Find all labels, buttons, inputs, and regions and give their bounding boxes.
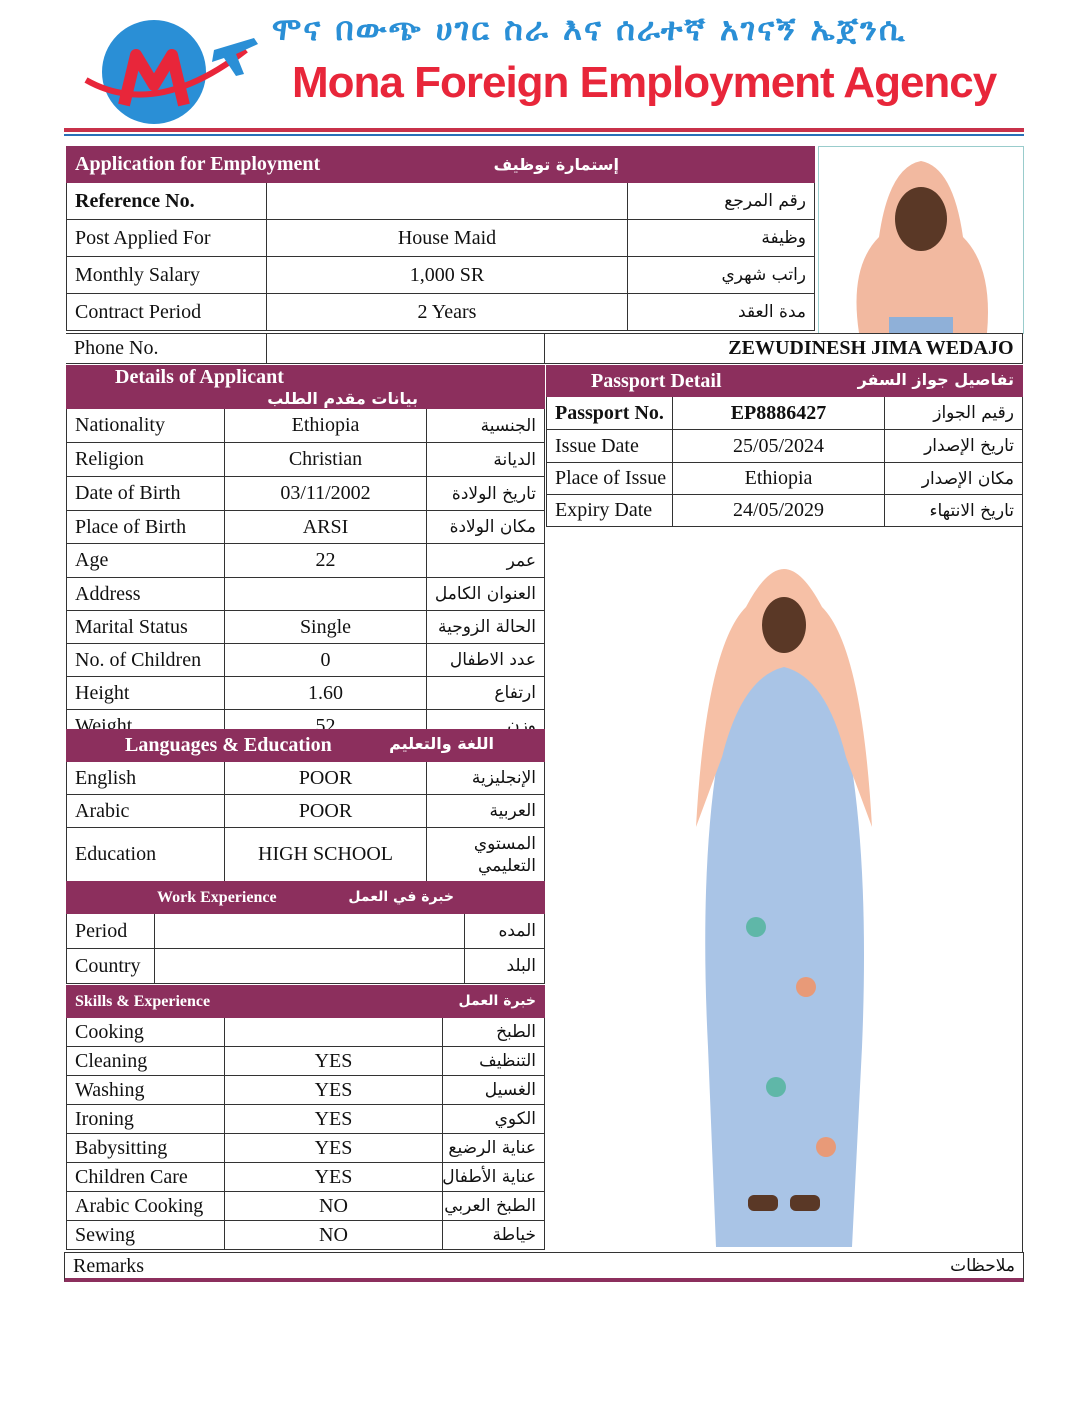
application-row xyxy=(67,220,815,257)
row-label-ar: الطبخ العربي xyxy=(443,1192,545,1221)
phone-value xyxy=(266,334,544,364)
languages-header xyxy=(67,730,545,762)
row-label: Cleaning xyxy=(67,1047,225,1076)
details-row xyxy=(67,511,545,544)
row-value: POOR xyxy=(225,795,427,828)
row-label-ar: تاريخ الانتهاء xyxy=(885,495,1023,527)
passport-row xyxy=(547,463,1023,495)
details-row xyxy=(67,611,545,644)
row-label-ar: التنظيف xyxy=(443,1047,545,1076)
row-label-ar: مكان الإصدار xyxy=(885,463,1023,495)
row-label-ar: راتب شهري xyxy=(628,257,815,294)
row-value: House Maid xyxy=(267,220,628,257)
row-label: Marital Status xyxy=(67,611,225,644)
details-row xyxy=(67,544,545,578)
row-value: NO xyxy=(225,1221,443,1250)
row-value: YES xyxy=(225,1163,443,1192)
row-label-ar: الإنجليزية xyxy=(427,762,545,795)
row-value: YES xyxy=(225,1105,443,1134)
row-value: 22 xyxy=(225,544,427,578)
row-label: Period xyxy=(67,914,155,949)
row-label: Address xyxy=(67,578,225,611)
row-value: Christian xyxy=(225,443,427,477)
agency-name-amharic: ሞና በውጭ ሀገር ስራ እና ሰራተኛ አገናኝ ኤጀንሲ xyxy=(272,10,907,48)
row-label-ar: خياطة xyxy=(443,1221,545,1250)
application-table xyxy=(66,146,815,331)
row-label: Ironing xyxy=(67,1105,225,1134)
header-rule-red xyxy=(64,128,1024,132)
row-label: Sewing xyxy=(67,1221,225,1250)
row-value: EP8886427 xyxy=(673,397,885,430)
row-label: No. of Children xyxy=(67,644,225,677)
row-label-ar: عدد الاطفال xyxy=(427,644,545,677)
application-title: Application for Employment xyxy=(67,147,267,183)
row-value xyxy=(155,914,465,949)
row-label: Date of Birth xyxy=(67,477,225,511)
phone-name-table xyxy=(66,333,1023,364)
row-label: Weight xyxy=(67,710,225,743)
row-label: Cooking xyxy=(67,1018,225,1047)
skills-row xyxy=(67,1163,545,1192)
row-value: 25/05/2024 xyxy=(673,430,885,463)
row-label-ar: البلد xyxy=(465,949,545,984)
row-label-ar: وزن xyxy=(427,710,545,743)
details-table xyxy=(66,365,545,743)
row-label-ar: الكوي xyxy=(443,1105,545,1134)
row-label-ar: الطبخ xyxy=(443,1018,545,1047)
header-rule-blue xyxy=(64,134,1024,136)
details-row xyxy=(67,477,545,511)
skills-row xyxy=(67,1221,545,1250)
row-label-ar: مكان الولادة xyxy=(427,511,545,544)
row-label: Height xyxy=(67,677,225,710)
row-value: 52 xyxy=(225,710,427,743)
passport-title: Passport Detail تفاصيل جواز السفر xyxy=(547,366,1023,397)
row-label-ar: العنوان الكامل xyxy=(427,578,545,611)
row-value xyxy=(267,183,628,220)
row-label: Children Care xyxy=(67,1163,225,1192)
phone-label: Phone No. xyxy=(66,334,266,364)
languages-row xyxy=(67,795,545,828)
details-row xyxy=(67,644,545,677)
skills-row xyxy=(67,1105,545,1134)
application-row xyxy=(67,294,815,331)
skills-row xyxy=(67,1076,545,1105)
row-value: 1.60 xyxy=(225,677,427,710)
languages-title: Languages & Education اللغة والتعليم xyxy=(67,730,545,762)
application-title-ar: إستمارة توظيف xyxy=(267,147,628,183)
row-value: YES xyxy=(225,1047,443,1076)
row-label: Education xyxy=(67,828,225,882)
row-label: Washing xyxy=(67,1076,225,1105)
work-title: Work Experience خبرة في العمل xyxy=(67,882,545,914)
applicant-name: ZEWUDINESH JIMA WEDAJO xyxy=(544,334,1022,364)
row-label-ar: تاريخ الإصدار xyxy=(885,430,1023,463)
row-label: Contract Period xyxy=(67,294,267,331)
skills-row xyxy=(67,1047,545,1076)
row-label: Reference No. xyxy=(67,183,267,220)
work-table xyxy=(66,881,545,984)
remarks-label-ar: ملاحظات xyxy=(950,1256,1015,1276)
skills-row xyxy=(67,1192,545,1221)
row-value: 1,000 SR xyxy=(267,257,628,294)
skills-row xyxy=(67,1134,545,1163)
row-value: YES xyxy=(225,1076,443,1105)
row-label-ar: تاريخ الولادة xyxy=(427,477,545,511)
details-header xyxy=(67,366,545,409)
row-value xyxy=(155,949,465,984)
details-row xyxy=(67,443,545,477)
row-label-ar: المده xyxy=(465,914,545,949)
row-label-ar: العربية xyxy=(427,795,545,828)
passport-header xyxy=(547,366,1023,397)
skills-header xyxy=(67,986,545,1018)
row-value xyxy=(225,1018,443,1047)
row-label-ar: وظيفة xyxy=(628,220,815,257)
row-label: Country xyxy=(67,949,155,984)
details-row xyxy=(67,677,545,710)
row-label-ar: عمر xyxy=(427,544,545,578)
row-label-ar: المستوي التعليمي xyxy=(427,828,545,882)
details-title: Details of Applicant بيانات مقدم الطلب xyxy=(67,366,427,409)
row-value: POOR xyxy=(225,762,427,795)
row-label-ar: عناية الأطفال xyxy=(443,1163,545,1192)
passport-row xyxy=(547,430,1023,463)
row-label-ar: الجنسية xyxy=(427,409,545,443)
row-value: NO xyxy=(225,1192,443,1221)
row-value: Ethiopia xyxy=(225,409,427,443)
row-label-ar: ارتفاع xyxy=(427,677,545,710)
row-label: Age xyxy=(67,544,225,578)
row-label: Expiry Date xyxy=(547,495,673,527)
row-label-ar: رقيم الجواز xyxy=(885,397,1023,430)
languages-table xyxy=(66,729,545,882)
work-row xyxy=(67,949,545,984)
row-label-ar: عناية الرضيع xyxy=(443,1134,545,1163)
passport-row xyxy=(547,495,1023,527)
row-label: English xyxy=(67,762,225,795)
details-row xyxy=(67,578,545,611)
row-label-ar: الحالة الزوجية xyxy=(427,611,545,644)
row-value xyxy=(225,578,427,611)
languages-row xyxy=(67,762,545,795)
row-value: HIGH SCHOOL xyxy=(225,828,427,882)
remarks-row xyxy=(64,1252,1024,1282)
row-value: 03/11/2002 xyxy=(225,477,427,511)
row-value: 24/05/2029 xyxy=(673,495,885,527)
row-label: Issue Date xyxy=(547,430,673,463)
row-label: Babysitting xyxy=(67,1134,225,1163)
row-label: Passport No. xyxy=(547,397,673,430)
row-label-ar: رقم المرجع xyxy=(628,183,815,220)
agency-logo xyxy=(76,10,266,130)
passport-row xyxy=(547,397,1023,430)
row-label: Arabic xyxy=(67,795,225,828)
row-label-ar: مدة العقد xyxy=(628,294,815,331)
row-value: Ethiopia xyxy=(673,463,885,495)
languages-row xyxy=(67,828,545,882)
application-row xyxy=(67,183,815,220)
row-label: Place of Issue xyxy=(547,463,673,495)
remarks-label: Remarks xyxy=(73,1255,145,1277)
application-row xyxy=(67,257,815,294)
skills-row xyxy=(67,1018,545,1047)
skills-title: Skills & Experience خبرة العمل xyxy=(67,986,545,1018)
row-value: ARSI xyxy=(225,511,427,544)
work-row xyxy=(67,914,545,949)
row-value: 2 Years xyxy=(267,294,628,331)
details-row xyxy=(67,409,545,443)
row-label: Place of Birth xyxy=(67,511,225,544)
row-value: YES xyxy=(225,1134,443,1163)
application-header xyxy=(67,147,815,183)
row-label-ar: الديانة xyxy=(427,443,545,477)
row-value: 0 xyxy=(225,644,427,677)
passport-table xyxy=(546,365,1023,527)
row-label-ar: الغسيل xyxy=(443,1076,545,1105)
portrait-photo xyxy=(818,146,1024,334)
row-label: Arabic Cooking xyxy=(67,1192,225,1221)
agency-name: Mona Foreign Employment Agency xyxy=(292,58,997,107)
row-label: Nationality xyxy=(67,409,225,443)
row-label: Religion xyxy=(67,443,225,477)
row-label: Monthly Salary xyxy=(67,257,267,294)
row-value: Single xyxy=(225,611,427,644)
full-body-photo xyxy=(546,527,1023,1252)
row-label: Post Applied For xyxy=(67,220,267,257)
work-header xyxy=(67,882,545,914)
skills-table xyxy=(66,985,545,1250)
